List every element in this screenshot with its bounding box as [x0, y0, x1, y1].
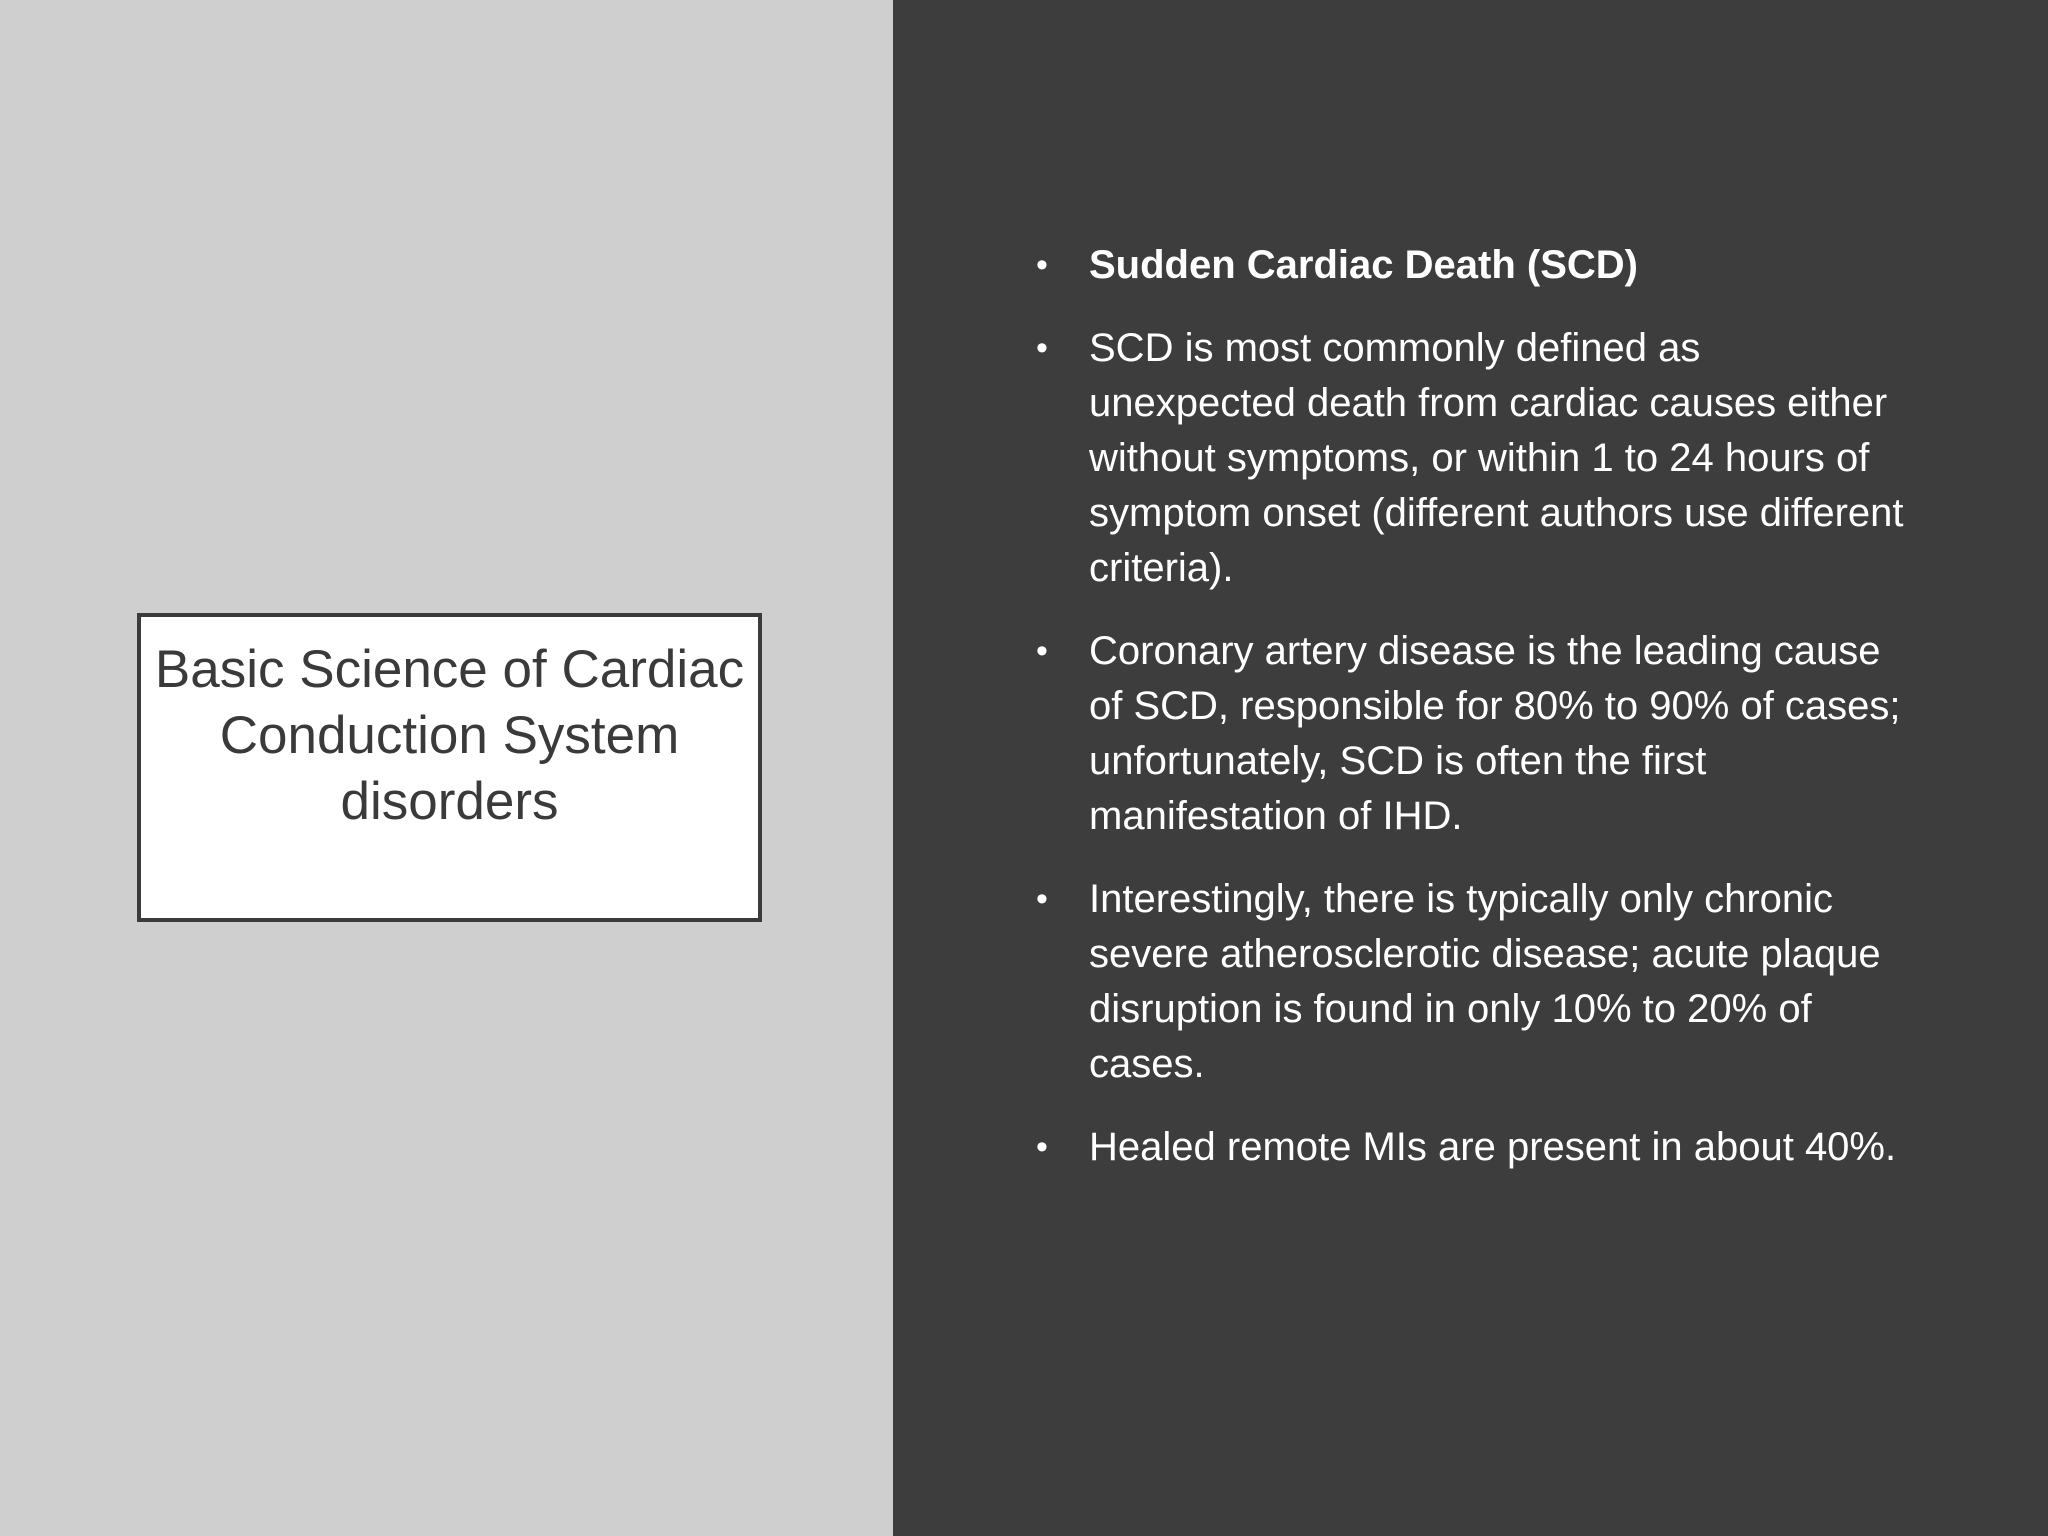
bullet-item-plaque [1030, 872, 1910, 1092]
bullet-item-healed-mi [1030, 1120, 1910, 1175]
left-panel [0, 0, 893, 1536]
bullet-text: Sudden Cardiac Death (SCD) [1089, 243, 1638, 287]
bullet-text: Interestingly, there is typically only chronic severe atherosclerotic disease; acute plaque disruption is found in only 10% to 20% of cases. [1089, 877, 1881, 1086]
bullet-text: SCD is most commonly defined as unexpected death from cardiac causes either without symptoms, or within 1 to 24 hours of symptom onset (different authors use different criteria). [1089, 326, 1904, 590]
bullet-item-causes [1030, 624, 1910, 844]
bullet-text: Healed remote MIs are present in about 40%. [1089, 1125, 1897, 1169]
bullet-text: Coronary artery disease is the leading cause of SCD, responsible for 80% to 90% of cases; unfortunately, SCD is often the first manifestation of IHD. [1089, 629, 1901, 838]
bullet-dot-icon: • [1036, 1128, 1048, 1166]
bullet-dot-icon: • [1036, 632, 1048, 670]
bullet-dot-icon: • [1036, 246, 1048, 284]
bullet-dot-icon: • [1036, 329, 1048, 367]
slide-title: Basic Science of Cardiac Conduction System disorders [154, 640, 745, 831]
bullet-list [1030, 238, 1910, 1203]
bullet-dot-icon: • [1036, 880, 1048, 918]
bullet-item-heading [1030, 238, 1910, 293]
title-box [137, 613, 762, 922]
bullet-item-definition [1030, 321, 1910, 596]
